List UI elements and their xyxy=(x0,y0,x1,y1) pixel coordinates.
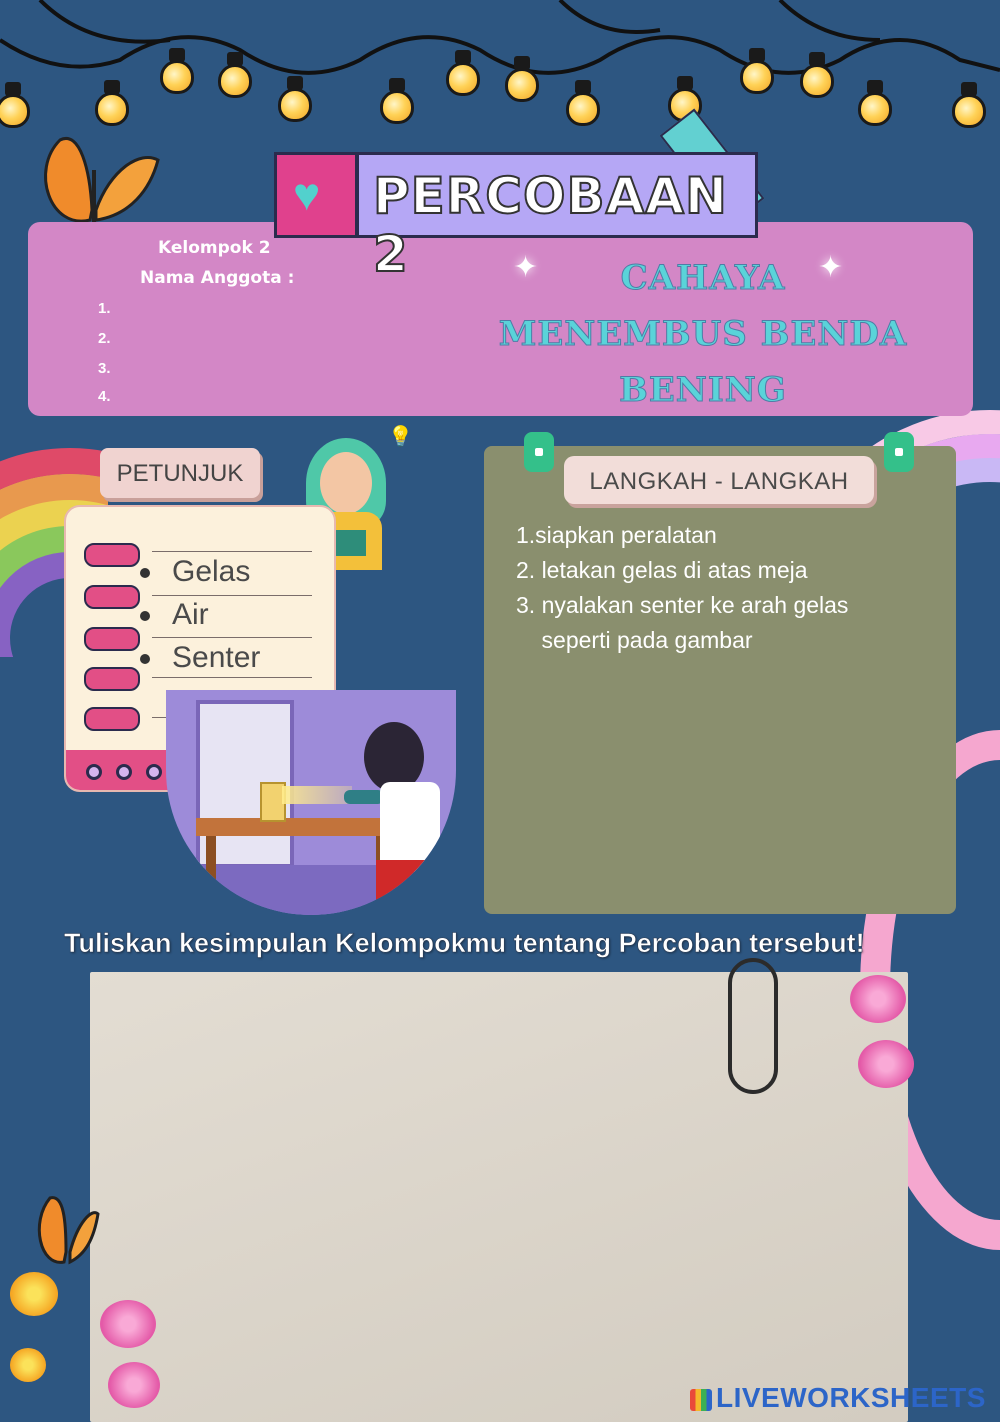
petunjuk-label xyxy=(100,448,260,498)
petunjuk-label-text: PETUNJUK xyxy=(116,460,244,487)
notebook-ring xyxy=(84,707,140,731)
notebook-ring xyxy=(84,627,140,651)
clip-icon xyxy=(884,432,914,472)
butterfly-icon xyxy=(30,1192,100,1288)
page-title: PERCOBAAN 2 xyxy=(373,167,728,283)
step-item: 3. nyalakan senter ke arah gelas xyxy=(516,592,849,618)
member-names-label: Nama Anggota : xyxy=(140,268,295,288)
notebook-ring xyxy=(84,667,140,691)
topic-line: MENEMBUS BENDA xyxy=(498,314,908,354)
light-bulb-icon xyxy=(278,76,312,120)
light-bulb-icon xyxy=(380,78,414,122)
steps-label-text: LANGKAH - LANGKAH xyxy=(589,468,849,495)
flower-icon xyxy=(10,1348,46,1382)
light-bulb-icon xyxy=(160,48,194,92)
topic-line: BENING xyxy=(619,370,787,410)
sparkle-icon: ✦ xyxy=(818,251,844,284)
light-bulb-icon xyxy=(858,80,892,124)
member-number: 1. xyxy=(98,300,111,317)
notebook-ring xyxy=(84,585,140,609)
liveworksheets-icon xyxy=(690,1389,712,1411)
member-number: 4. xyxy=(98,388,111,405)
paperclip-icon xyxy=(728,958,778,1094)
material-item: Senter xyxy=(140,641,260,675)
heart-badge xyxy=(274,152,358,238)
steps-panel xyxy=(484,446,956,914)
conclusion-answer-area[interactable] xyxy=(90,972,908,1422)
light-bulb-icon xyxy=(800,52,834,96)
topic-line: CAHAYA xyxy=(620,258,786,298)
light-bulb-icon xyxy=(952,82,986,126)
flower-icon xyxy=(108,1362,160,1408)
group-label: Kelompok 2 xyxy=(158,238,271,258)
heart-icon: ♥ xyxy=(293,168,321,220)
flower-icon xyxy=(100,1300,156,1348)
idea-bulb-icon: 💡 xyxy=(388,426,413,448)
experiment-illustration xyxy=(166,690,456,915)
material-item: Air xyxy=(140,598,209,632)
conclusion-prompt: Tuliskan kesimpulan Kelompokmu tentang Percoban tersebut! xyxy=(64,928,865,958)
steps-label xyxy=(564,456,874,504)
light-wire xyxy=(0,0,1000,150)
string-lights xyxy=(0,0,1000,150)
light-bulb-icon xyxy=(218,52,252,96)
flower-icon xyxy=(858,1040,914,1088)
light-bulb-icon xyxy=(505,56,539,100)
member-number: 2. xyxy=(98,330,111,347)
flower-icon xyxy=(850,975,906,1023)
light-bulb-icon xyxy=(0,82,30,126)
member-number: 3. xyxy=(98,360,111,377)
light-bulb-icon xyxy=(740,48,774,92)
light-bulb-icon xyxy=(566,80,600,124)
notebook-ring xyxy=(84,543,140,567)
step-item: 1.siapkan peralatan xyxy=(516,522,717,548)
watermark-logo: LIVEWORKSHEETS xyxy=(690,1382,986,1414)
step-item: seperti pada gambar xyxy=(516,627,753,653)
sparkle-icon: ✦ xyxy=(513,251,539,284)
clip-icon xyxy=(524,432,554,472)
light-bulb-icon xyxy=(95,80,129,124)
flashlight-icon xyxy=(344,790,384,804)
light-beam xyxy=(282,786,352,804)
steps-list xyxy=(516,518,946,658)
material-item: Gelas xyxy=(140,555,250,589)
light-bulb-icon xyxy=(446,50,480,94)
step-item: 2. letakan gelas di atas meja xyxy=(516,557,808,583)
